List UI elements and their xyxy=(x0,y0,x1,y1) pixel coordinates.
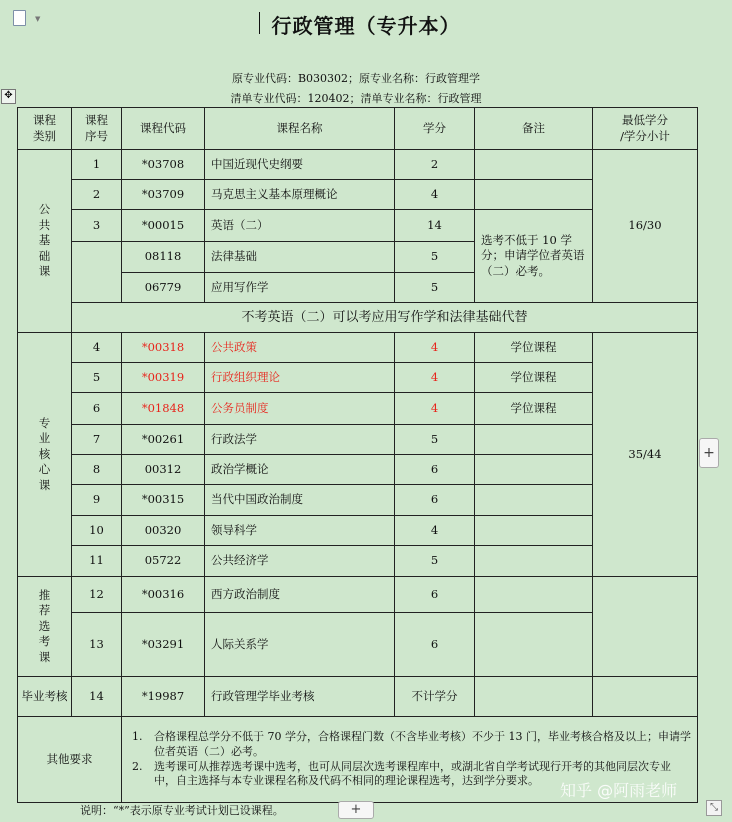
row-name: 公务员制度 xyxy=(205,393,395,425)
header-seq: 课程 序号 xyxy=(72,108,122,150)
row-name: 当代中国政治制度 xyxy=(205,485,395,516)
row-credit: 4 xyxy=(395,363,475,393)
row-credit: 6 xyxy=(395,613,475,677)
row-name: 法律基础 xyxy=(205,242,395,273)
row-name: 行政组织理论 xyxy=(205,363,395,393)
row-credit: 4 xyxy=(395,333,475,363)
row-code: 00312 xyxy=(122,455,205,485)
add-column-button[interactable]: + xyxy=(699,438,719,468)
row-code: 08118 xyxy=(122,242,205,273)
row-credit: 4 xyxy=(395,516,475,546)
major-subtotal: 35/44 xyxy=(593,333,698,577)
row-remark: 学位课程 xyxy=(475,393,593,425)
row-remark xyxy=(475,180,593,210)
row-name: 马克思主义基本原理概论 xyxy=(205,180,395,210)
category-elective: 推 荐 选 考 课 xyxy=(18,577,72,677)
table-row xyxy=(18,677,698,717)
row-code: *00319 xyxy=(122,363,205,393)
row-seq: 10 xyxy=(72,516,122,546)
public-remark: 选考不低于 10 学分；申请学位者英语（二）必考。 xyxy=(475,210,593,303)
row-code: *00261 xyxy=(122,425,205,455)
row-code: *19987 xyxy=(122,677,205,717)
row-remark xyxy=(475,677,593,717)
header-min-credit: 最低学分 /学分小计 xyxy=(593,108,698,150)
row-seq: 14 xyxy=(72,677,122,717)
row-name: 公共经济学 xyxy=(205,546,395,577)
document-icon[interactable]: ▼ xyxy=(13,10,31,26)
row-name: 公共政策 xyxy=(205,333,395,363)
row-remark xyxy=(475,613,593,677)
row-name: 中国近现代史纲要 xyxy=(205,150,395,180)
row-code: *00315 xyxy=(122,485,205,516)
elective-subtotal xyxy=(593,577,698,677)
row-name: 行政法学 xyxy=(205,425,395,455)
other-requirements-label: 其他要求 xyxy=(18,717,122,803)
row-code: *03291 xyxy=(122,613,205,677)
row-remark xyxy=(475,577,593,613)
original-major-info: 原专业代码：B030302；原专业名称：行政管理学 xyxy=(231,72,481,85)
row-remark xyxy=(475,516,593,546)
header-category: 课程 类别 xyxy=(18,108,72,150)
page-title: 行政管理（专升本） xyxy=(271,14,461,38)
row-seq: 5 xyxy=(72,363,122,393)
add-row-button[interactable]: + xyxy=(338,801,374,819)
row-name: 政治学概论 xyxy=(205,455,395,485)
row-remark xyxy=(475,546,593,577)
row-remark xyxy=(475,455,593,485)
header-code: 课程代码 xyxy=(122,108,205,150)
resize-corner-icon[interactable]: ⤡ xyxy=(706,800,722,816)
row-remark: 学位课程 xyxy=(475,363,593,393)
row-code: 06779 xyxy=(122,273,205,303)
row-seq: 12 xyxy=(72,577,122,613)
row-credit: 5 xyxy=(395,273,475,303)
list-major-info: 清单专业代码：120402；清单专业名称：行政管理 xyxy=(230,92,482,105)
row-remark xyxy=(475,150,593,180)
header-remark: 备注 xyxy=(475,108,593,150)
table-row xyxy=(18,577,698,613)
watermark: 知乎 @阿雨老师 xyxy=(560,781,678,800)
graduation-subtotal xyxy=(593,677,698,717)
row-credit: 6 xyxy=(395,485,475,516)
row-code: *03709 xyxy=(122,180,205,210)
row-name: 应用写作学 xyxy=(205,273,395,303)
row-seq: 8 xyxy=(72,455,122,485)
row-remark: 学位课程 xyxy=(475,333,593,363)
row-seq: 3 xyxy=(72,210,122,242)
row-code: *03708 xyxy=(122,150,205,180)
row-seq: 2 xyxy=(72,180,122,210)
footnote: 说明：“*”表示原专业考试计划已设课程。 xyxy=(80,804,284,817)
header-credit: 学分 xyxy=(395,108,475,150)
table-header-row xyxy=(18,108,698,150)
row-name: 人际关系学 xyxy=(205,613,395,677)
requirement-item: 1. 合格课程总学分不低于 70 学分，合格课程门数（不含毕业考核）不少于 13 门，毕业考核合格及以上；申请学位者英语（二）必考。 xyxy=(146,730,691,760)
row-code: *01848 xyxy=(122,393,205,425)
row-name: 领导科学 xyxy=(205,516,395,546)
row-code: 05722 xyxy=(122,546,205,577)
table-row xyxy=(18,150,698,180)
row-seq: 7 xyxy=(72,425,122,455)
row-code: *00318 xyxy=(122,333,205,363)
row-remark xyxy=(475,425,593,455)
row-credit: 4 xyxy=(395,393,475,425)
header-name: 课程名称 xyxy=(205,108,395,150)
row-seq: 1 xyxy=(72,150,122,180)
row-credit: 5 xyxy=(395,546,475,577)
row-code: 00320 xyxy=(122,516,205,546)
row-credit: 5 xyxy=(395,242,475,273)
row-credit: 6 xyxy=(395,577,475,613)
row-credit: 不计学分 xyxy=(395,677,475,717)
row-seq: 4 xyxy=(72,333,122,363)
row-remark xyxy=(475,485,593,516)
table-move-handle-icon[interactable]: ✥ xyxy=(1,89,16,104)
substitution-row xyxy=(18,303,698,333)
row-seq: 13 xyxy=(72,613,122,677)
substitution-note: 不考英语（二）可以考应用写作学和法律基础代替 xyxy=(72,303,698,333)
public-subtotal: 16/30 xyxy=(593,150,698,303)
row-credit: 5 xyxy=(395,425,475,455)
row-seq xyxy=(72,242,122,303)
row-name: 西方政治制度 xyxy=(205,577,395,613)
category-major: 专 业 核 心 课 xyxy=(18,333,72,577)
course-plan-table xyxy=(17,107,698,803)
row-credit: 4 xyxy=(395,180,475,210)
row-credit: 2 xyxy=(395,150,475,180)
requirement-item: 2. 选考课可从推荐选考课中选考，也可从同层次选考课程库中，或湖北省自学考试现行开考的其他同层次专业中，自主选择与本专业课程名称及代码不相同的理论课程选考，达到学分要求。 xyxy=(146,760,691,790)
row-seq: 6 xyxy=(72,393,122,425)
row-credit: 14 xyxy=(395,210,475,242)
category-public: 公 共 基 础 课 xyxy=(18,150,72,333)
row-seq: 11 xyxy=(72,546,122,577)
row-seq: 9 xyxy=(72,485,122,516)
row-code: *00316 xyxy=(122,577,205,613)
table-row xyxy=(18,333,698,363)
row-credit: 6 xyxy=(395,455,475,485)
row-name: 英语（二） xyxy=(205,210,395,242)
row-name: 行政管理学毕业考核 xyxy=(205,677,395,717)
row-code: *00015 xyxy=(122,210,205,242)
category-graduation: 毕业考核 xyxy=(18,677,72,717)
